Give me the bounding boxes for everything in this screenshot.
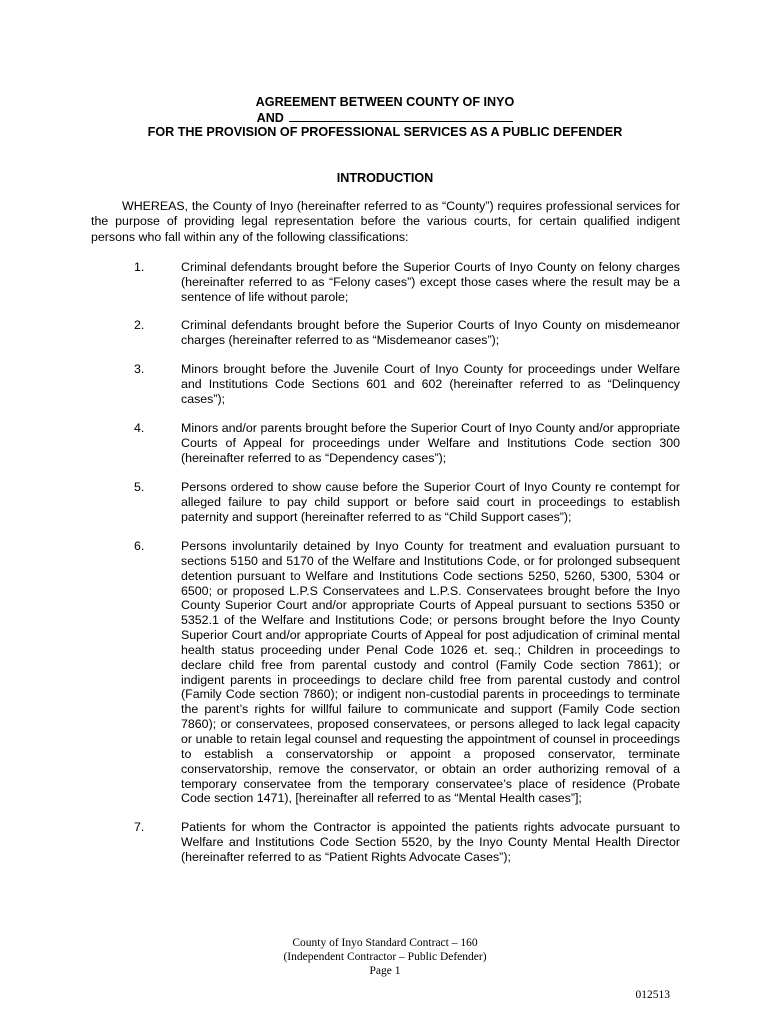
agreement-subtitle: FOR THE PROVISION OF PROFESSIONAL SERVICES AS A PUBLIC DEFENDER xyxy=(147,125,623,139)
item-number: 3. xyxy=(134,362,145,376)
list-item: Patients for whom the Contractor is appointed the patients rights advocate pursuant to Welfare and Institutions Code Section 5520, by the Inyo County Mental Health Director (hereinafter referred to as “Patient Rights Advocate Cases”); xyxy=(181,820,680,864)
list-item: Minors and/or parents brought before the Superior Court of Inyo County and/or appropriate Courts of Appeal for proceedings under Welfare and Institutions Code section 300 (hereinafter referred to as “Dependency cases”); xyxy=(181,421,680,465)
footer-contract-type: (Independent Contractor – Public Defender) xyxy=(283,951,487,963)
intro-paragraph: WHEREAS, the County of Inyo (hereinafter referred to as “County”) requires professional services for the purpose of providing legal representation before the various courts, for certain qualified indigent persons who fall within any of the following classifications: xyxy=(91,199,680,244)
item-number: 5. xyxy=(134,480,145,494)
item-number: 7. xyxy=(134,820,145,834)
agreement-title-and-line xyxy=(0,110,770,126)
title-and-text: AND xyxy=(256,111,284,125)
section-heading-introduction: INTRODUCTION xyxy=(336,171,434,185)
footer-document-code: 012513 xyxy=(635,989,670,1001)
contractor-name-blank xyxy=(289,110,513,122)
list-item: Persons involuntarily detained by Inyo County for treatment and evaluation pursuant to sections 5150 and 5170 of the Welfare and Institutions Code, or for prolonged subsequent detention pursuant to Welfare and Institutions Code sections 5250, 5260, 5300, 5304 or 6500; or proposed L.P.S Conservatees and L.P.S. Conservatees brought before the Inyo County Superior Court and/or appropriate Courts of Appeal pursuant to sections 5350 or 5352.1 of the Welfare and Institutions Code; or persons brought before the Inyo County Superior Court and/or appropriate Courts of Appeal for post adjudication of criminal mental health status proceeding under Penal Code 1026 et. seq.; Children in proceedings to declare child free from parental custody and control (Family Code section 7861); or indigent parents in proceedings to declare child free from parental custody and control (Family Code section 7860); or indigent non-custodial parents in proceedings to terminate the parent’s rights for willful failure to communicate and support (Family Code section 7860); or conservatees, proposed conservatees, or persons alleged to lack legal capacity or unable to retain legal counsel and requesting the appointment of counsel in proceedings to establish a conservatorship or appoint a proposed conservator, terminate conservatorship, remove the conservator, or obtain an order authorizing removal of a temporary conservatee from the temporary conservatee’s place of residence (Probate Code section 1471), [hereinafter all referred to as “Mental Health cases”]; xyxy=(181,539,680,806)
footer-contract-name: County of Inyo Standard Contract – 160 xyxy=(292,937,478,949)
item-number: 1. xyxy=(134,260,145,274)
item-number: 2. xyxy=(134,318,145,332)
item-number: 4. xyxy=(134,421,145,435)
list-item: Criminal defendants brought before the Superior Courts of Inyo County on misdemeanor charges (hereinafter referred to as “Misdemeanor cases”); xyxy=(181,318,680,347)
item-number: 6. xyxy=(134,539,145,553)
agreement-title: AGREEMENT BETWEEN COUNTY OF INYO xyxy=(255,95,515,109)
footer-page-number: Page 1 xyxy=(369,965,401,977)
list-item: Persons ordered to show cause before the Superior Court of Inyo County re contempt for alleged failure to pay child support or before said court in proceedings to establish paternity and support (hereinafter referred to as “Child Support cases”); xyxy=(181,480,680,524)
list-item: Minors brought before the Juvenile Court of Inyo County for proceedings under Welfare and Institutions Code Sections 601 and 602 (hereinafter referred to as “Delinquency cases”); xyxy=(181,362,680,406)
list-item: Criminal defendants brought before the Superior Courts of Inyo County on felony charges (hereinafter referred to as “Felony cases”) except those cases where the result may be a sentence of life without parole; xyxy=(181,260,680,304)
